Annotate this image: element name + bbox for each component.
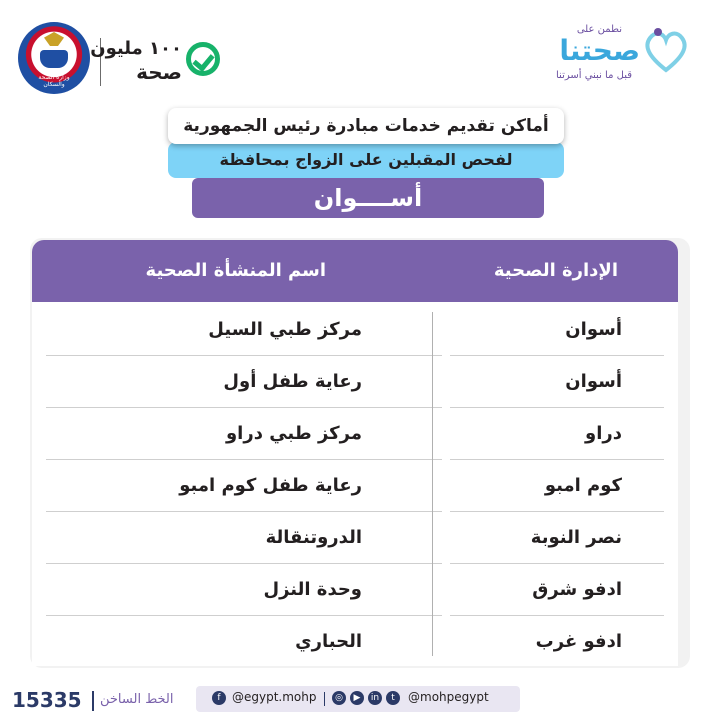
footer — [0, 686, 720, 720]
table-row — [32, 356, 678, 408]
facility-cell: الدروتنقالة — [265, 527, 362, 548]
linkedin-icon[interactable]: in — [368, 691, 382, 705]
social-handle[interactable]: @mohpegypt — [408, 690, 489, 704]
facility-cell: رعاية طفل أول — [223, 371, 362, 392]
brand-logo — [530, 20, 700, 86]
title-subtitle: لفحص المقبلين على الزواج بمحافظة — [168, 142, 564, 178]
ministry-logo — [18, 22, 90, 94]
facility-cell: رعاية طفل كوم امبو — [179, 475, 362, 496]
department-cell: دراو — [585, 423, 622, 444]
table-row — [32, 564, 678, 616]
column-header-facility: اسم المنشأة الصحية — [145, 260, 326, 281]
family-icon — [40, 50, 68, 68]
heart-icon — [640, 24, 692, 76]
column-header-department: الإدارة الصحية — [493, 260, 618, 281]
department-cell: ادفو غرب — [535, 631, 622, 652]
department-cell: ادفو شرق — [532, 579, 622, 600]
facility-cell: مركز طبي السيل — [208, 319, 362, 340]
twitter-icon[interactable]: t — [386, 691, 400, 705]
instagram-icon[interactable]: ◎ — [332, 691, 346, 705]
facebook-handle[interactable]: @egypt.mohp — [232, 690, 317, 704]
department-cell: كوم امبو — [544, 475, 622, 496]
table-header — [32, 240, 678, 302]
brand-top-text: نطمن على — [576, 24, 622, 35]
youtube-icon[interactable]: ▶ — [350, 691, 364, 705]
column-divider — [432, 312, 433, 656]
campaign-logo — [90, 36, 220, 86]
brand-main-text: صحتنا — [559, 34, 640, 67]
eagle-icon — [44, 32, 64, 46]
governorate-banner: أســــوان — [192, 178, 544, 218]
table-row — [32, 616, 678, 668]
social-separator — [324, 692, 325, 706]
facility-cell: الحباري — [295, 631, 362, 652]
table-row — [32, 408, 678, 460]
table-body — [32, 302, 678, 666]
campaign-line2: صحة — [136, 60, 182, 84]
brand-sub-text: قبل ما نبني أسرتنا — [556, 70, 632, 81]
department-cell: نصر النوبة — [530, 527, 622, 548]
hotline-label: الخط الساخن — [100, 692, 174, 707]
hotline-number: 15335 — [12, 688, 82, 712]
department-cell: أسوان — [565, 319, 622, 340]
table-row — [32, 304, 678, 356]
social-bar — [196, 686, 520, 712]
title-block — [168, 108, 564, 178]
table-row — [32, 460, 678, 512]
facebook-icon[interactable]: f — [212, 691, 226, 705]
facility-cell: مركز طبي دراو — [225, 423, 362, 444]
table-row — [32, 512, 678, 564]
hotline-divider — [92, 691, 94, 711]
campaign-line1: ١٠٠ مليون — [90, 38, 182, 59]
ministry-logo-text: وزارة الصحة والسكان — [38, 74, 70, 88]
department-cell: أسوان — [565, 371, 622, 392]
checkmark-icon — [186, 42, 220, 76]
title-main: أماكن تقديم خدمات مبادرة رئيس الجمهورية — [168, 108, 564, 144]
facility-cell: وحدة النزل — [263, 579, 362, 600]
